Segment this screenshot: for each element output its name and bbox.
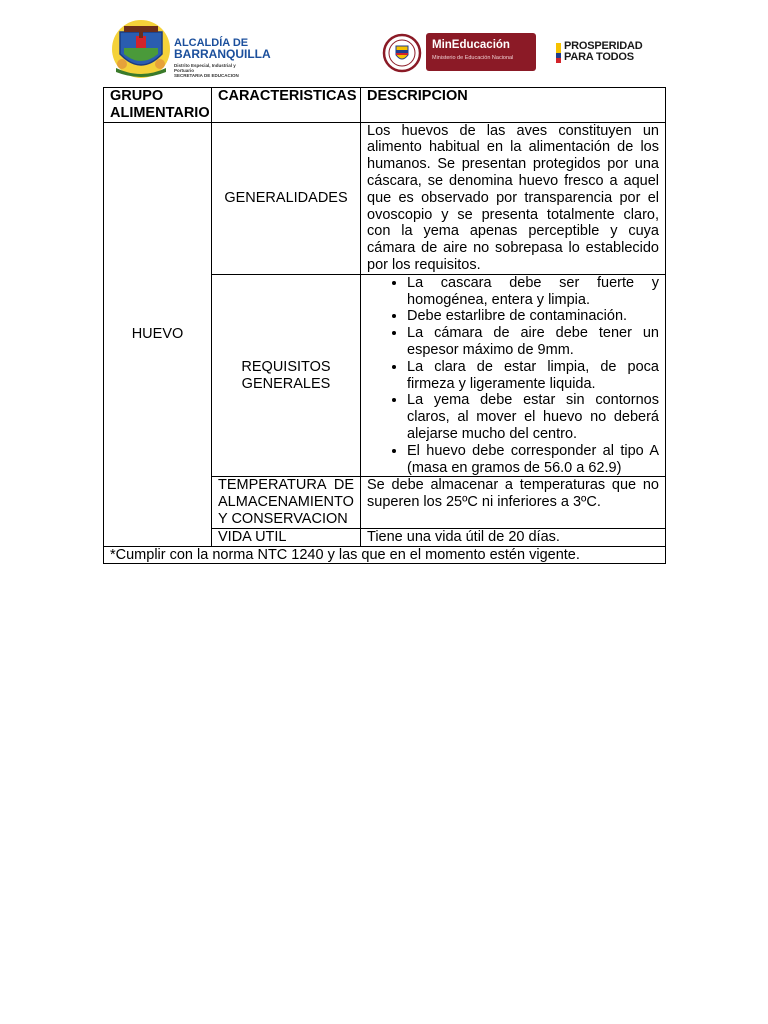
alcaldia-subtitle: Distrito Especial, Industrial y Portuario SECRETARIA DE EDUCACION [174, 63, 239, 78]
caracteristica-cell: TEMPERATURA DE ALMACENAMIENTO Y CONSERVACION [212, 477, 361, 528]
list-item: • La clara de estar limpia, de poca firmeza y ligeramente liquida. [407, 359, 659, 393]
food-group-table [103, 87, 666, 564]
colombia-flag-icon [556, 43, 561, 63]
caracteristica-cell: VIDA UTIL [212, 528, 361, 546]
descripcion-cell: Tiene una vida útil de 20 días. [361, 528, 666, 546]
descripcion-cell [361, 274, 666, 477]
caracteristica-cell: REQUISITOS GENERALES [212, 274, 361, 477]
list-item: • La yema debe estar sin contornos claros, al mover el huevo no deberá alejarse mucho del centro. [407, 392, 659, 442]
table-row [104, 122, 666, 274]
prosperidad-text: PROSPERIDAD PARA TODOS [564, 40, 643, 63]
table-footnote-row [104, 546, 666, 564]
prosperidad-para-todos-logo [556, 41, 656, 65]
requirements-list [361, 275, 659, 477]
table-header-row [104, 88, 666, 123]
list-item: • Debe estarlibre de contaminación. [407, 308, 659, 325]
page-header [0, 0, 768, 85]
alcaldia-name: ALCALDÍA DE BARRANQUILLA [174, 37, 271, 61]
descripcion-cell: Se debe almacenar a temperaturas que no superen los 25ºC ni inferiores a 3ºC. [361, 477, 666, 528]
alcaldia-barranquilla-logo [110, 18, 271, 80]
list-item: • La cascara debe ser fuerte y homogénea, entera y limpia. [407, 275, 659, 309]
mineducacion-logo [382, 33, 538, 73]
list-item: • La cámara de aire debe tener un espesor máximo de 9mm. [407, 325, 659, 359]
footnote: *Cumplir con la norma NTC 1240 y las que en el momento estén vigente. [104, 546, 666, 564]
header-grupo: GRUPO ALIMENTARIO [104, 88, 212, 123]
barranquilla-shield-icon [110, 18, 172, 80]
caracteristica-cell: GENERALIDADES [212, 122, 361, 274]
header-descripcion: DESCRIPCION [361, 88, 666, 123]
mineducacion-banner: MinEducación Ministerio de Educación Nacional [426, 33, 536, 71]
list-item: • El huevo debe corresponder al tipo A (masa en gramos de 56.0 a 62.9) [407, 443, 659, 477]
grupo-cell: HUEVO [104, 122, 212, 546]
header-caracteristicas: CARACTERISTICAS [212, 88, 361, 123]
colombia-seal-icon [382, 33, 422, 73]
descripcion-cell: Los huevos de las aves constituyen un alimento habitual en la alimentación de los humanos. Se presentan protegidos por una cáscara, se denomina huevo fresco a aquel que es observado por transparencia por el ovoscopio y se presenta totalmente claro, con la yema apenas perceptible y cuya cámara de aire no sobrepasa lo establecido por los requisitos. [361, 122, 666, 274]
